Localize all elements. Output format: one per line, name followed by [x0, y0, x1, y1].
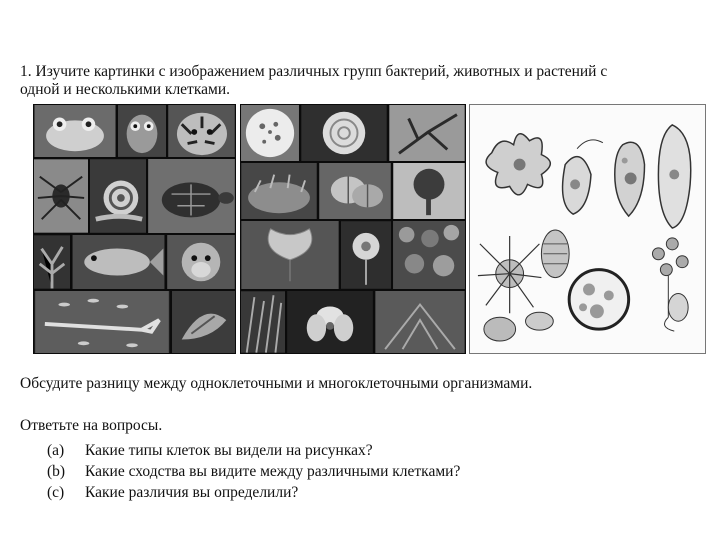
- colony-drawing: [652, 238, 688, 331]
- question-marker: (b): [47, 463, 66, 480]
- ginkgo-leaf-photo: [240, 220, 340, 290]
- question-marker: (c): [47, 484, 65, 501]
- question-text: Какие сходства вы видите между различными клетками?: [85, 463, 461, 480]
- radiolarian-drawing: [478, 236, 541, 313]
- plants-bacteria-collage: [240, 104, 466, 354]
- foliage-photo: [392, 220, 466, 290]
- owl-photo: [117, 104, 167, 158]
- diatom-circle-drawing: [569, 270, 628, 329]
- rose-photo: [300, 104, 388, 162]
- euglena-drawing: [563, 140, 603, 214]
- question-text: Какие типы клеток вы видели на рисунках?: [85, 442, 373, 459]
- monkey-photo: [166, 234, 236, 290]
- discussion-instruction: Обсудите разницу между одноклеточными и многоклеточными организмами.: [20, 375, 533, 392]
- slipper-cell-drawing: [658, 125, 690, 228]
- flower-photo: [340, 220, 392, 290]
- grass-photo: [240, 290, 286, 354]
- petri-dish-bacteria-photo: [240, 104, 300, 162]
- branch-photo: [388, 104, 466, 162]
- paramecium-drawing: [615, 142, 645, 216]
- sea-creature-photo: [171, 290, 236, 354]
- moss-photo: [240, 162, 318, 220]
- amoeba-drawing: [486, 134, 550, 195]
- pinecone-cell-drawing: [541, 230, 569, 278]
- leaves-photo: [318, 162, 392, 220]
- spider-photo: [33, 158, 89, 234]
- orchid-photo: [286, 290, 374, 354]
- question-marker: (a): [47, 442, 65, 459]
- animals-photo-collage: [33, 104, 236, 354]
- turtle-photo: [147, 158, 236, 234]
- fish-school-photo: [33, 290, 171, 354]
- tiger-photo: [167, 104, 236, 158]
- answer-prompt: Ответьте на вопросы.: [20, 417, 163, 434]
- tree-photo: [392, 162, 466, 220]
- unicellular-organisms-illustration: [469, 104, 706, 354]
- coral-photo: [33, 234, 71, 290]
- frog-photo: [33, 104, 117, 158]
- fish-photo: [71, 234, 166, 290]
- shrub-photo: [374, 290, 466, 354]
- task-heading-line-2: одной и несколькими клетками.: [20, 81, 230, 98]
- task-heading-line-1: 1. Изучите картинки с изображением различных групп бактерий, животных и растений с: [20, 63, 608, 80]
- snail-photo: [89, 158, 147, 234]
- question-text: Какие различия вы определили?: [85, 484, 299, 501]
- small-cell-drawing: [484, 312, 553, 341]
